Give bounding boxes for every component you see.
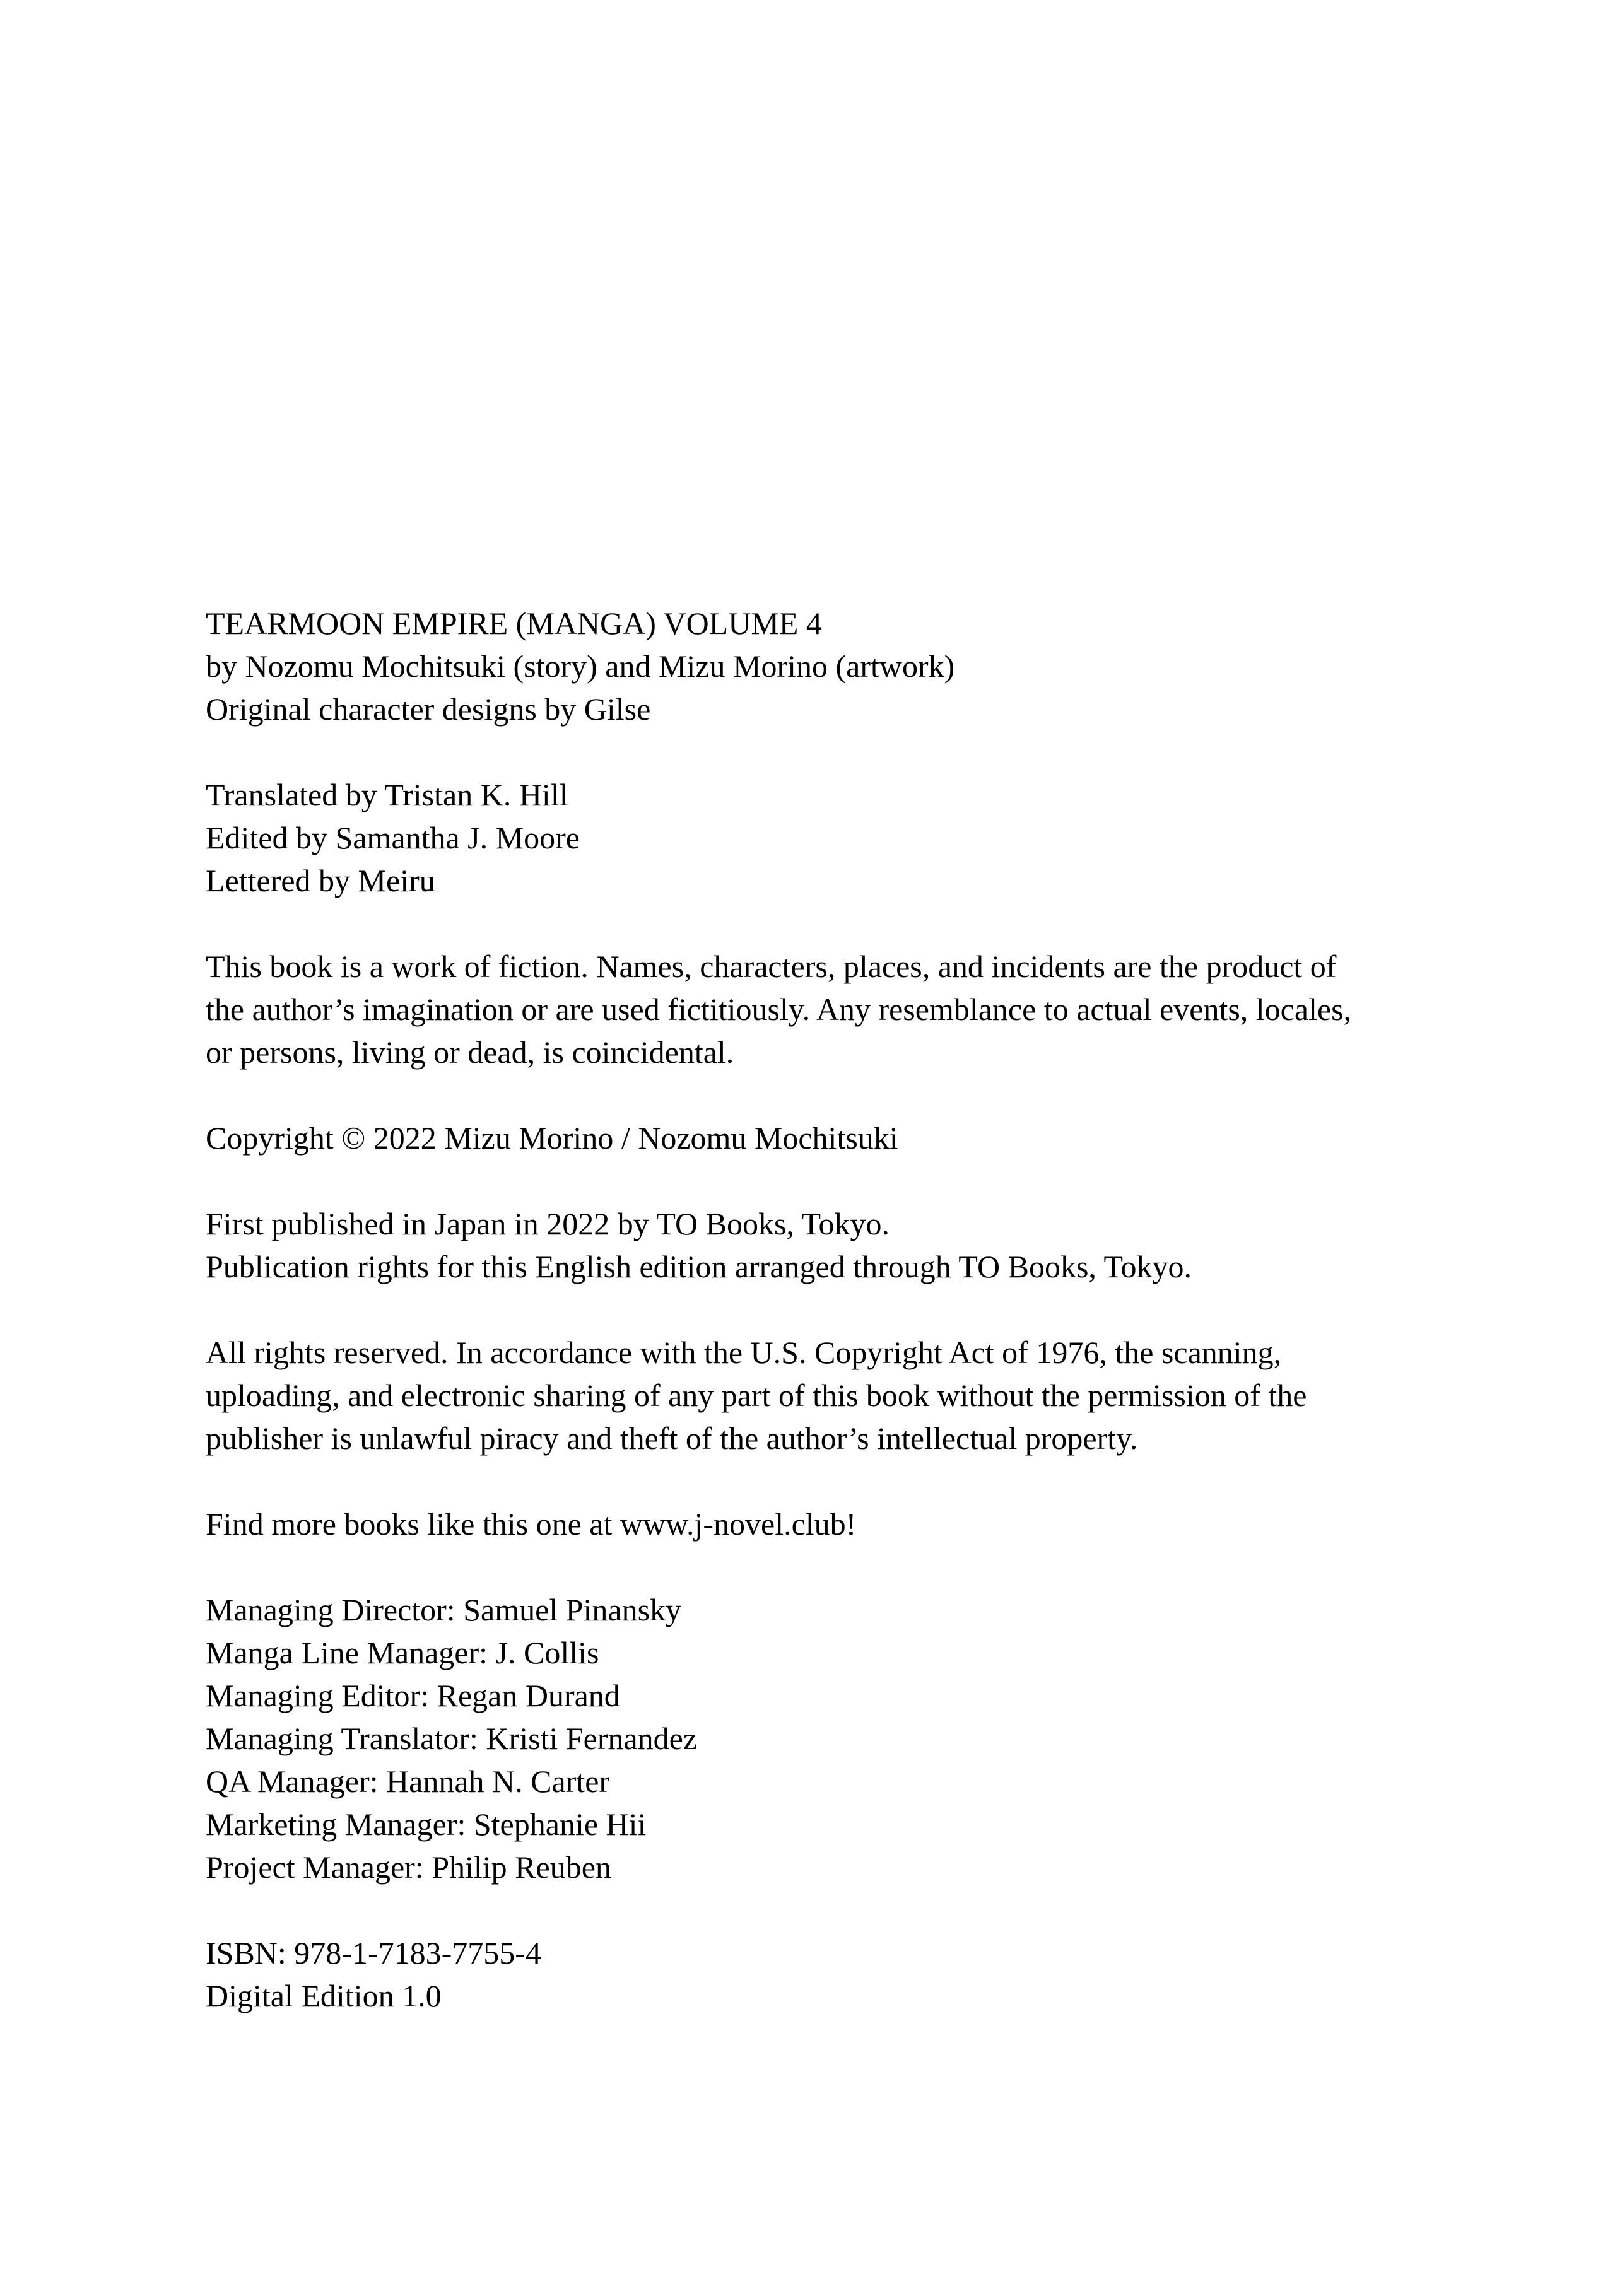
copyright-notice: Copyright © 2022 Mizu Morino / Nozomu Mochitsuki [206,1120,898,1156]
isbn-line: ISBN: 978-1-7183-7755-4 [206,1935,541,1971]
character-designs-credit: Original character designs by Gilse [206,691,651,727]
title-block [206,602,1562,730]
website-promo-line: Find more books like this one at www.j-novel.club! [206,1506,857,1542]
credit-managing-director: Managing Director: Samuel Pinansky [206,1592,682,1627]
fiction-disclaimer-line-3: or persons, living or dead, is coincidental. [206,1034,734,1070]
credit-project-manager: Project Manager: Philip Reuben [206,1849,611,1885]
author-byline: by Nozomu Mochitsuki (story) and Mizu Morino (artwork) [206,648,955,684]
credit-managing-editor: Managing Editor: Regan Durand [206,1678,620,1713]
credit-qa-manager: QA Manager: Hannah N. Carter [206,1764,610,1799]
editor-credit: Edited by Samantha J. Moore [206,820,580,855]
digital-edition-line: Digital Edition 1.0 [206,1978,442,2013]
rights-notice-line-2: uploading, and electronic sharing of any part of this book without the permission of the [206,1378,1307,1413]
publication-block [206,1202,1562,1288]
rights-reserved-block [206,1331,1562,1460]
localization-credits-block [206,773,1562,902]
fiction-disclaimer-line-1: This book is a work of fiction. Names, characters, places, and incidents are the product of [206,949,1337,984]
book-title: TEARMOON EMPIRE (MANGA) VOLUME 4 [206,606,822,641]
translator-credit: Translated by Tristan K. Hill [206,777,568,812]
first-published-line: First published in Japan in 2022 by TO Books, Tokyo. [206,1206,890,1241]
fiction-disclaimer-line-2: the author’s imagination or are used fictitiously. Any resemblance to actual events, locales, [206,992,1352,1027]
edition-block [206,1931,1562,2017]
find-more-block [206,1502,1562,1545]
fiction-disclaimer [206,945,1562,1074]
credit-managing-translator: Managing Translator: Kristi Fernandez [206,1721,698,1756]
colophon-text [206,602,1562,2060]
credit-marketing-manager: Marketing Manager: Stephanie Hii [206,1807,647,1842]
publication-rights-line: Publication rights for this English edition arranged through TO Books, Tokyo. [206,1249,1192,1284]
letterer-credit: Lettered by Meiru [206,863,435,898]
staff-credits-block [206,1588,1562,1889]
rights-notice-line-1: All rights reserved. In accordance with the U.S. Copyright Act of 1976, the scanning, [206,1335,1282,1370]
copyright-block [206,1116,1562,1159]
rights-notice-line-3: publisher is unlawful piracy and theft of the author’s intellectual property. [206,1420,1138,1456]
credit-manga-line-manager: Manga Line Manager: J. Collis [206,1635,599,1670]
